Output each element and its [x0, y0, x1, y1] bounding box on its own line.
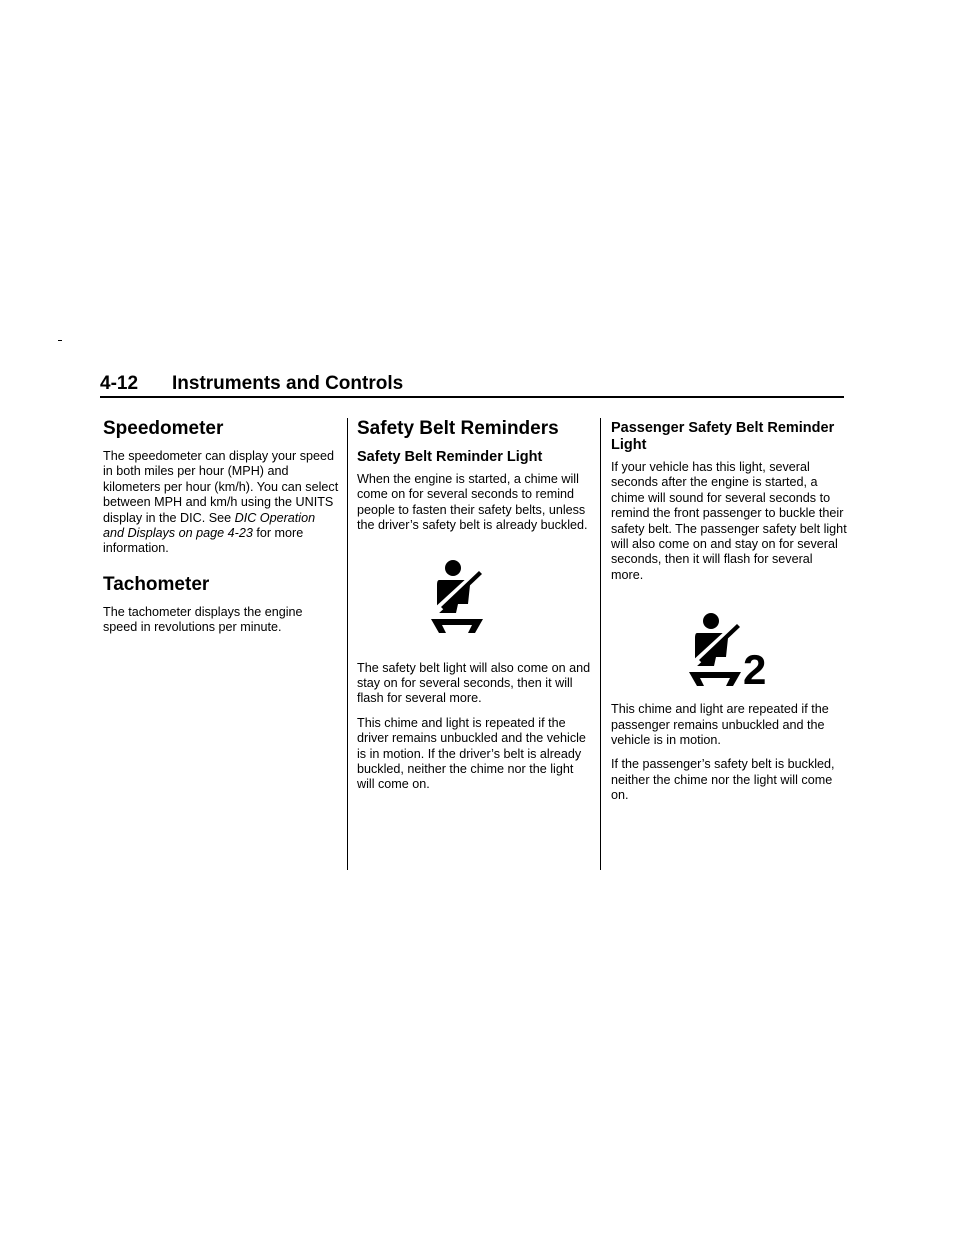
dic-cross-reference[interactable]: DIC Operation and Displays on page 4-23 — [103, 510, 316, 541]
safety-belt-reminders-heading: Safety Belt Reminders — [357, 418, 559, 439]
safety-belt-light-subheading: Safety Belt Reminder Light — [357, 449, 543, 465]
page-number: 4-12 — [100, 373, 139, 394]
speedometer-body: The speedometer can display your speed in both miles per hour (MPH) and kilometers per hour (km/h). You can select between MPH and km/h using the UNITS display in the DIC. See — [103, 449, 339, 525]
seatbelt-icon — [425, 557, 495, 637]
column-3 — [611, 418, 847, 813]
passenger-para-3: If the passenger’s safety belt is buckled, neither the chime nor the light will come on. — [611, 757, 835, 803]
tachometer-heading: Tachometer — [103, 573, 210, 595]
section-title: Instruments and Controls — [172, 373, 404, 394]
passenger-seatbelt-icon — [683, 610, 777, 688]
speedometer-text — [103, 449, 339, 557]
passenger-icon-number: 2 — [743, 646, 767, 689]
safety-belt-para-2: The safety belt light will also come on and stay on for several seconds, then it will flash for several more. — [357, 660, 591, 706]
seatbelt-icon-area — [357, 543, 591, 661]
column-1 — [103, 418, 339, 645]
column-divider-1 — [347, 418, 348, 870]
passenger-para-1: If your vehicle has this light, several seconds after the engine is started, a chime will sound for several seconds to remind the front passenger to buckle their safety belt. The passenger safety belt light will also come on and stay on for several seconds, then it will flash for several more. — [611, 460, 847, 582]
safety-belt-para-3: This chime and light is repeated if the driver remains unbuckled and the vehicle is in motion. If the driver’s belt is already buckled, neither the chime nor the light will come on. — [357, 715, 586, 792]
header-rule — [100, 396, 844, 398]
page-tick-mark — [58, 340, 62, 341]
passenger-seatbelt-icon-area — [611, 592, 847, 702]
page-header — [100, 373, 842, 397]
safety-belt-para-1: When the engine is started, a chime will come on for several seconds to remind people to fasten their safety belts, unless the driver’s safety belt is already buckled. — [357, 472, 588, 533]
speedometer-body-end: for more information. — [103, 526, 304, 556]
column-2 — [357, 418, 591, 802]
passenger-para-2: This chime and light are repeated if the passenger remains unbuckled and the vehicle is in motion. — [611, 702, 829, 748]
tachometer-text: The tachometer displays the engine speed in revolutions per minute. — [103, 604, 303, 635]
column-divider-2 — [600, 418, 601, 870]
passenger-belt-light-subheading: Passenger Safety Belt Reminder Light — [611, 420, 835, 453]
speedometer-heading: Speedometer — [103, 418, 224, 439]
